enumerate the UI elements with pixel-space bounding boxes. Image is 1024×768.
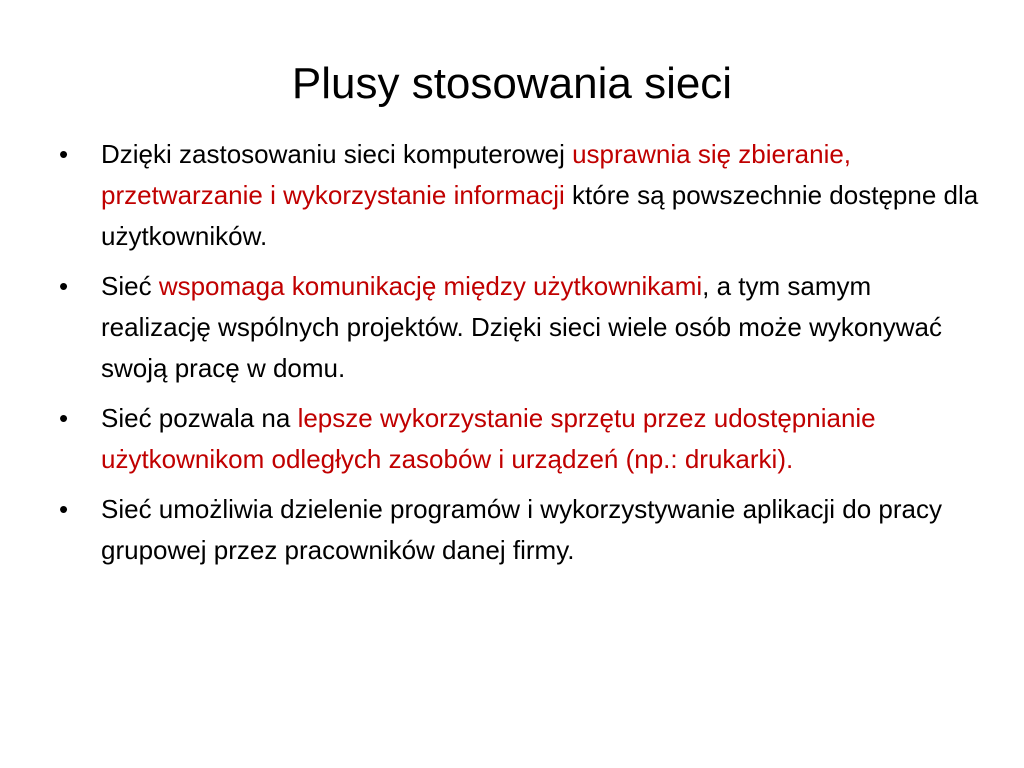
bullet-highlight: usprawnia się zbieranie, przetwarzanie i wykorzystanie informacji [101,139,852,210]
bullet-item [55,134,985,257]
bullet-text: które są powszechnie dostępne dla użytkowników. [101,180,979,251]
bullet-item [55,489,985,571]
bullet-text: Sieć umożliwia dzielenie programów i wykorzystywanie aplikacji do pracy grupowej przez pracowników danej firmy. [101,494,943,565]
bullet-dot-icon: • [59,139,69,169]
bullet-item [55,398,985,480]
bullet-highlight: wspomaga komunikację między użytkownikami [158,271,703,301]
slide-title: Plusy stosowania sieci [291,59,733,108]
bullet-highlight: lepsze wykorzystanie sprzętu przez udostępnianie użytkownikom odległych zasobów i urządzeń (np.: drukarki). [101,403,876,474]
bullet-text: , a tym samym realizację wspólnych projektów. Dzięki sieci wiele osób może wykonywać swoją pracę w domu. [101,271,943,383]
bullet-dot-icon: • [59,403,69,433]
bullet-text: Sieć [101,271,159,301]
bullet-dot-icon: • [59,494,69,524]
bullet-item [55,266,985,389]
bullet-text: Dzięki zastosowaniu sieci komputerowej [101,139,573,169]
bullet-dot-icon: • [59,271,69,301]
bullet-text: Sieć pozwala na [101,403,298,433]
bullet-list [55,134,985,580]
